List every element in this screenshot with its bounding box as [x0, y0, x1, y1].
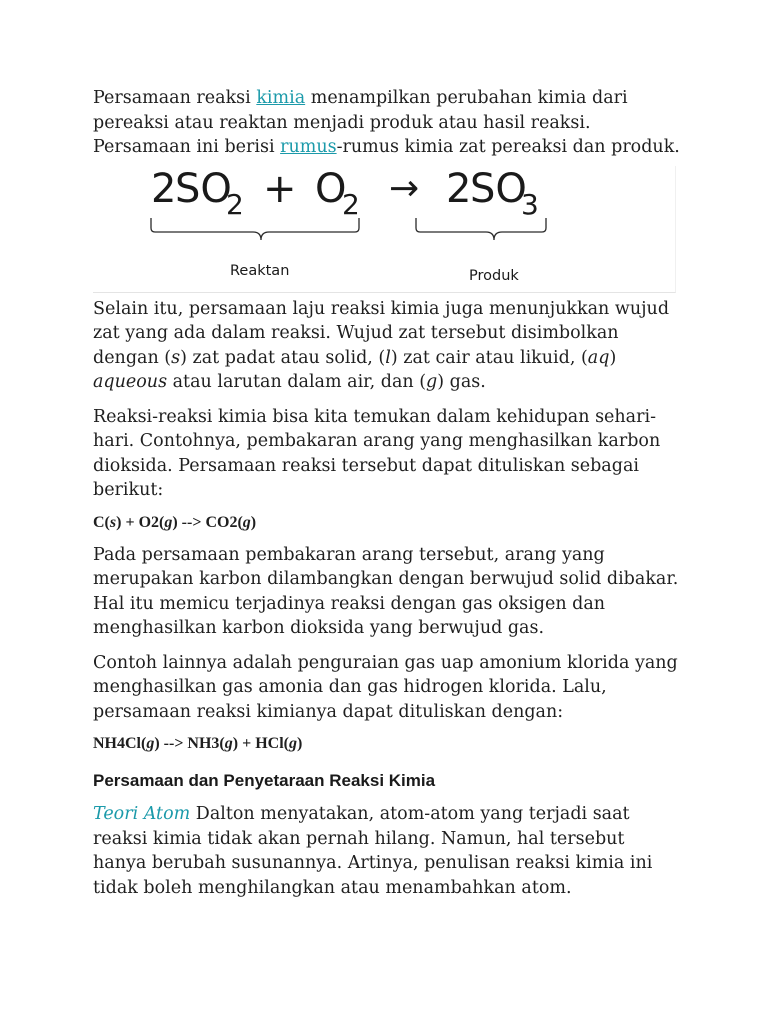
product-label: Produk [469, 267, 519, 284]
dalton-paragraph [93, 802, 683, 900]
dalton-text: Dalton menyatakan, atom-atom yang terjadi saat reaksi kimia tidak akan pernah hilang. Namun, hal tersebut hanya berubah susunannya. Artinya, penulisan reaksi kimia ini tidak boleh menghilangkan atau menambahkan atom. [93, 804, 653, 898]
reactant-1-subscript: 2 [226, 187, 244, 221]
product-subscript: 3 [521, 187, 539, 221]
reactant-2-subscript: 2 [342, 187, 360, 221]
reactant-1-coefficient: 2 [151, 165, 177, 212]
product-brace [416, 218, 546, 240]
intro-text-3: -rumus kimia zat pereaksi dan produk. [336, 137, 680, 157]
states-paragraph [93, 297, 683, 395]
combustion-formula: C(s) + O2(g) --> CO2(g) [93, 513, 257, 531]
states-text-3: ) zat cair atau likuid, ( [390, 347, 588, 368]
aqueous-term: aqueous [93, 372, 168, 392]
link-kimia[interactable]: kimia [256, 88, 306, 108]
intro-text-1: Persamaan reaksi [93, 88, 257, 108]
reaction-equation-figure [93, 166, 676, 293]
states-text-1: Selain itu, persamaan laju reaksi kimia juga menunjukkan wujud zat yang ada dalam reaksi. Wujud zat tersebut disimbolkan dengan ( [93, 298, 670, 368]
reactant-brace [151, 218, 359, 240]
state-gas-symbol: g [426, 372, 438, 392]
states-text-4: ) [609, 347, 617, 368]
product-coefficient: 2 [446, 165, 472, 212]
decomposition-formula: NH4Cl(g) --> NH3(g) + HCl(g) [93, 735, 303, 752]
link-teori-atom[interactable]: Teori Atom [93, 804, 191, 824]
reactant-1-species: SO [175, 165, 232, 212]
combustion-explanation-paragraph: Pada persamaan pembakaran arang tersebut, arang yang merupakan karbon dilambangkan dengan berwujud solid dibakar. Hal itu memicu terjadinya reaksi dengan gas oksigen dan menghasilkan karbon dioksida yang berwujud gas. [93, 544, 679, 638]
states-text-2: ) zat padat atau solid, ( [180, 347, 386, 368]
article-body [93, 86, 683, 900]
intro-paragraph [93, 86, 683, 160]
decomposition-paragraph: Contoh lainnya adalah penguraian gas uap amonium klorida yang menghasilkan gas amonia dan gas hidrogen klorida. Lalu, persamaan reaksi kimianya dapat dituliskan dengan: [93, 652, 678, 722]
link-rumus[interactable]: rumus [280, 137, 337, 157]
state-aqueous-symbol: aq [587, 347, 610, 368]
section-heading: Persamaan dan Penyetaraan Reaksi Kimia [93, 771, 436, 790]
states-text-6: ) gas. [437, 372, 486, 392]
reactant-2-species: O [315, 165, 347, 212]
plus-sign: + [263, 165, 297, 212]
state-liquid-symbol: l [385, 347, 391, 368]
example-paragraph: Reaksi-reaksi kimia bisa kita temukan dalam kehidupan sehari-hari. Contohnya, pembakaran arang yang menghasilkan karbon dioksida. Persamaan reaksi tersebut dapat dituliskan sebagai berikut: [93, 406, 661, 500]
states-text-5: atau larutan dalam air, dan ( [167, 372, 427, 392]
intro-text-2: menampilkan perubahan kimia dari pereaksi atau reaktan menjadi produk atau hasil reaksi. Persamaan ini berisi [93, 88, 628, 157]
state-solid-symbol: s [171, 347, 181, 368]
reaction-arrow: → [389, 167, 420, 209]
reactant-label: Reaktan [230, 262, 290, 279]
product-species: SO [470, 165, 527, 212]
